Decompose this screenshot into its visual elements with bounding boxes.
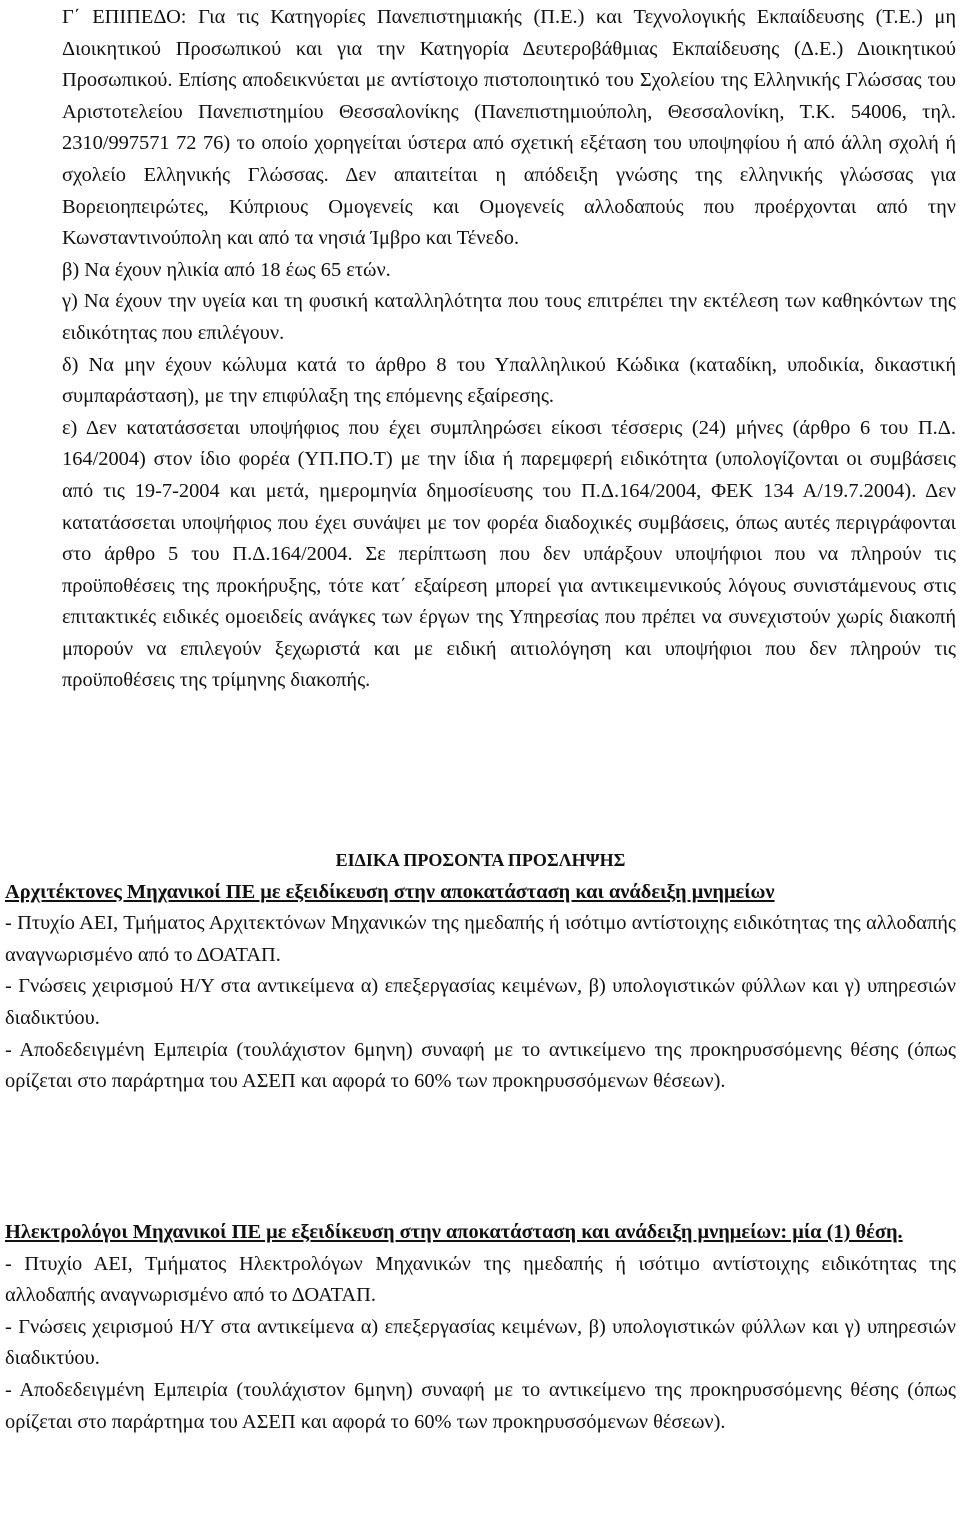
section-heading: ΕΙΔΙΚΑ ΠΡΟΣΟΝΤΑ ΠΡΟΣΛΗΨΗΣ [335,850,626,870]
electrical-engineers-section [5,1217,956,1438]
electricians-computer-skills-item: - Γνώσεις χειρισμού Η/Υ στα αντικείμενα α) επεξεργασίας κειμένων, β) υπολογιστικών φύλλων και γ) υπηρεσιών διαδικτύου. [5,1315,956,1370]
architects-experience-item: - Αποδεδειγμένη Εμπειρία (τουλάχιστον 6μηνη) συναφή με το αντικείμενο της προκηρυσσόμενης θέσης (όπως ορίζεται στο παράρτημα του ΑΣΕΠ και αφορά το 60% των προκηρυσσόμενων θέσεων). [5,1038,956,1093]
eligibility-section [62,2,956,697]
architects-degree-item: - Πτυχίο ΑΕΙ, Τμήματος Αρχιτεκτόνων Μηχανικών της ημεδαπής ή ισότιμο αντίστοιχης ειδικότητας της αλλοδαπής αναγνωρισμένο από το ΔΟΑΤΑΠ. [5,912,956,966]
electricians-experience-item: - Αποδεδειγμένη Εμπειρία (τουλάχιστον 6μηνη) συναφή με το αντικείμενο της προκηρυσσόμενης θέσης (όπως ορίζεται στο παράρτημα του ΑΣΕΠ και αφορά το 60% των προκηρυσσόμενων θέσεων). [5,1378,956,1433]
special-qualifications-section [5,845,956,1098]
architects-title: Αρχιτέκτονες Μηχανικοί ΠΕ με εξειδίκευση στην αποκατάσταση και ανάδειξη μνημείων [5,880,775,903]
language-proof-paragraph: Γ΄ ΕΠΙΠΕΔΟ: Για τις Κατηγορίες Πανεπιστημιακής (Π.Ε.) και Τεχνολογικής Εκπαίδευσης (Τ.Ε.) μη Διοικητικού Προσωπικού και για την Κατηγορία Δευτεροβάθμιας Εκπαίδευσης (Δ.Ε.) Διοικητικού Προσωπικού. Επίσης αποδεικνύεται με αντίστοιχο πιστοποιητικό του Σχολείου της Ελληνικής Γλώσσας του Αριστοτελείου Πανεπιστημίου Θεσσαλονίκης (Πανεπιστημιούπολη, Θεσσαλονίκη, Τ.Κ. 54006, τηλ. 2310/997571 72 76) το οποίο χορηγείται ύστερα από σχετική εξέταση του υποψηφίου ή από άλλη σχολή ή σχολείο Ελληνικής Γλώσσας. Δεν απαιτείται η απόδειξη γνώσης της ελληνικής γλώσσας για Βορειοηπειρώτες, Κύπριους Ομογενείς και Ομογενείς αλλοδαπούς που προέρχονται από την Κωνσταντινούπολη και από τα νησιά Ίμβρο και Τένεδο. [62,6,956,250]
architects-computer-skills-item: - Γνώσεις χειρισμού Η/Υ στα αντικείμενα α) επεξεργασίας κειμένων, β) υπολογιστικών φύλλων και γ) υπηρεσιών διαδικτύου. [5,975,956,1029]
electricians-degree-item: - Πτυχίο ΑΕΙ, Τμήματος Ηλεκτρολόγων Μηχανικών της ημεδαπής ή ισότιμο αντίστοιχης ειδικότητας της αλλοδαπής αναγνωρισμένο από το ΔΟΑΤΑΠ. [5,1252,956,1307]
age-requirement: β) Να έχουν ηλικία από 18 έως 65 ετών. [62,258,391,281]
health-requirement: γ) Να έχουν την υγεία και τη φυσική καταλληλότητα που τους επιτρέπει την εκτέλεση των καθηκόντων της ειδικότητας που επιλέγουν. [62,290,956,344]
electricians-title: Ηλεκτρολόγοι Μηχανικοί ΠΕ με εξειδίκευση στην αποκατάσταση και ανάδειξη μνημείων: μία (1) θέση. [5,1221,903,1243]
contract-limit-requirement: ε) Δεν κατατάσσεται υποψήφιος που έχει συμπληρώσει είκοσι τέσσερις (24) μήνες (άρθρο 6 του Π.Δ. 164/2004) στον ίδιο φορέα (ΥΠ.ΠΟ.Τ) με την ίδια ή παρεμφερή ειδικότητα (υπολογίζονται οι συμβάσεις από τις 19-7-2004 και μετά, ημερομηνία δημοσίευσης του Π.Δ.164/2004, ΦΕΚ 134 Α/19.7.2004). Δεν κατατάσσεται υποψήφιος που έχει συνάψει με τον φορέα διαδοχικές συμβάσεις, όπως αυτές περιγράφονται στο άρθρο 5 του Π.Δ.164/2004. Σε περίπτωση που δεν υπάρξουν υποψήφιοι που να πληρούν τις προϋποθέσεις της προκήρυξης, τότε κατ΄ εξαίρεση μπορεί για αντικειμενικούς λόγους συνιστάμενους στις επιτακτικές ειδικές ομοειδείς ανάγκες των έργων της Υπηρεσίας που πρέπει να συνεχιστούν χωρίς διακοπή μπορούν να επιλεγούν ξεχωριστά και με ειδική αιτιολόγηση και υποψήφιοι που δεν πληρούν τις προϋποθέσεις της τρίμηνης διακοπής. [62,416,956,692]
legal-impediment-requirement: δ) Να μην έχουν κώλυμα κατά το άρθρο 8 του Υπαλληλικού Κώδικα (καταδίκη, υποδικία, δικαστική συμπαράσταση), με την επιφύλαξη της επόμενης εξαίρεσης. [62,353,956,408]
